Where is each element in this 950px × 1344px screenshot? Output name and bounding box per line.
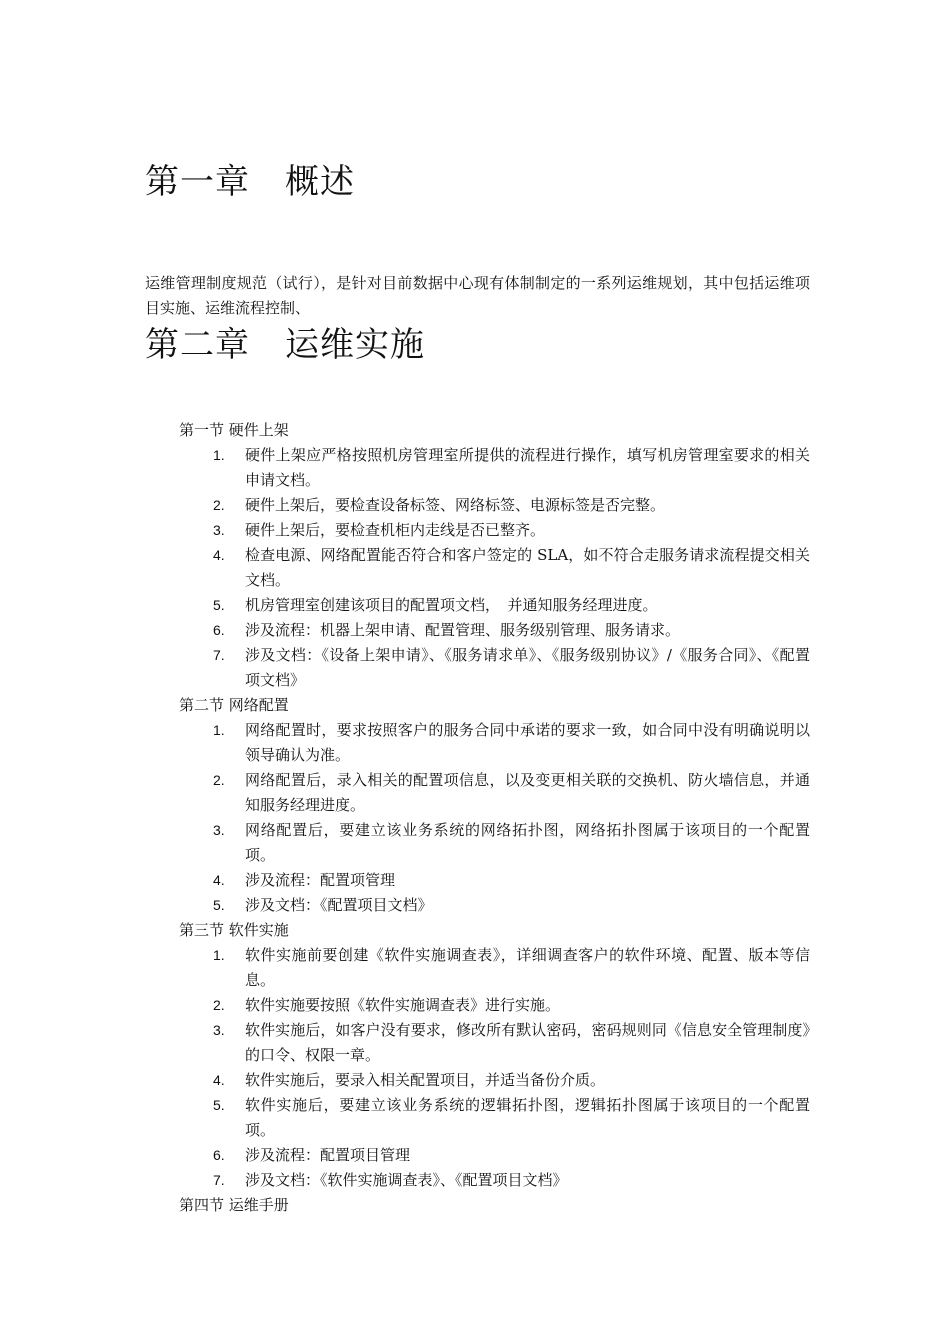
list-item-text: 涉及流程：配置项管理 [245,871,396,889]
chapter-1-paragraph: 运维管理制度规范（试行），是针对目前数据中心现有体制制定的一系列运维规划，其中包括运维项目实施、运维流程控制、 [145,274,810,317]
list-item-number: 5. [213,1097,225,1113]
section-title: 第一节 硬件上架 [179,421,289,439]
chapter-1-title: 第一章 概述 [145,162,355,202]
list-item-number: 3. [213,1022,225,1038]
list-item-text: 机房管理室创建该项目的配置项文档， 并通知服务经理进度。 [245,596,658,614]
list-item-number: 4. [213,872,225,888]
list-item-text: 涉及文档：《软件实施调查表》、《配置项目文档》 [245,1171,568,1189]
section-item-list [179,943,810,1193]
list-item-text: 硬件上架后，要检查设备标签、网络标签、电源标签是否完整。 [245,496,666,514]
list-item-text: 软件实施后，要建立该业务系统的逻辑拓扑图，逻辑拓扑图属于该项目的一个配置项。 [245,1096,810,1139]
list-item-text: 涉及流程：配置项目管理 [245,1146,411,1164]
list-item-number: 4. [213,547,225,563]
chapter-2-sections [179,418,810,1218]
list-item-text: 硬件上架应严格按照机房管理室所提供的流程进行操作，填写机房管理室要求的相关申请文档。 [245,446,810,489]
list-item [213,643,810,693]
list-item-number: 1. [213,947,225,963]
list-item-text: 网络配置后，要建立该业务系统的网络拓扑图，网络拓扑图属于该项目的一个配置项。 [245,821,810,864]
list-item-number: 2. [213,997,225,1013]
list-item [213,718,810,768]
list-item-number: 3. [213,822,225,838]
section-title: 第二节 网络配置 [179,696,289,714]
list-item-text: 涉及文档：《配置项目文档》 [245,896,433,914]
list-item [213,893,810,918]
list-item [213,768,810,818]
list-item-number: 3. [213,522,225,538]
section-title: 第三节 软件实施 [179,921,289,939]
list-item-number: 6. [213,1147,225,1163]
list-item-number: 2. [213,497,225,513]
list-item-text: 软件实施后，如客户没有要求，修改所有默认密码，密码规则同《信息安全管理制度》的口令、权限一章。 [245,1021,810,1064]
list-item [213,618,810,643]
list-item [213,543,810,593]
list-item-text: 软件实施前要创建《软件实施调查表》，详细调查客户的软件环境、配置、版本等信息。 [245,946,810,989]
list-item-number: 5. [213,897,225,913]
list-item-number: 7. [213,1172,225,1188]
list-item-number: 7. [213,647,225,663]
list-item-text: 检查电源、网络配置能否符合和客户签定的 SLA，如不符合走服务请求流程提交相关文档。 [245,546,810,589]
list-item [213,818,810,868]
list-item-number: 1. [213,722,225,738]
list-item-number: 2. [213,772,225,788]
list-item-number: 6. [213,622,225,638]
list-item-number: 1. [213,447,225,463]
list-item-text: 涉及文档：《设备上架申请》、《服务请求单》、《服务级别协议》/《服务合同》、《配置项文档》 [245,646,810,689]
list-item-text: 软件实施后，要录入相关配置项目，并适当备份介质。 [245,1071,606,1089]
list-item-text: 软件实施要按照《软件实施调查表》进行实施。 [245,996,561,1014]
section-item-list [179,443,810,693]
list-item [213,1143,810,1168]
list-item-text: 网络配置时，要求按照客户的服务合同中承诺的要求一致，如合同中没有明确说明以领导确认为准。 [245,721,810,764]
chapter-2-title: 第二章 运维实施 [145,325,425,365]
list-item-text: 涉及流程：机器上架申请、配置管理、服务级别管理、服务请求。 [245,621,681,639]
list-item [213,868,810,893]
list-item-text: 网络配置后，录入相关的配置项信息，以及变更相关联的交换机、防火墙信息，并通知服务经理进度。 [245,771,810,814]
list-item-number: 4. [213,1072,225,1088]
section-item-list [179,718,810,918]
list-item [213,1068,810,1093]
list-item [213,943,810,993]
list-item [213,443,810,493]
section-title: 第四节 运维手册 [179,1196,289,1214]
list-item [213,593,810,618]
list-item [213,493,810,518]
list-item [213,1018,810,1068]
list-item [213,1168,810,1193]
list-item-number: 5. [213,597,225,613]
list-item [213,1093,810,1143]
list-item [213,518,810,543]
list-item-text: 硬件上架后，要检查机柜内走线是否已整齐。 [245,521,546,539]
list-item [213,993,810,1018]
